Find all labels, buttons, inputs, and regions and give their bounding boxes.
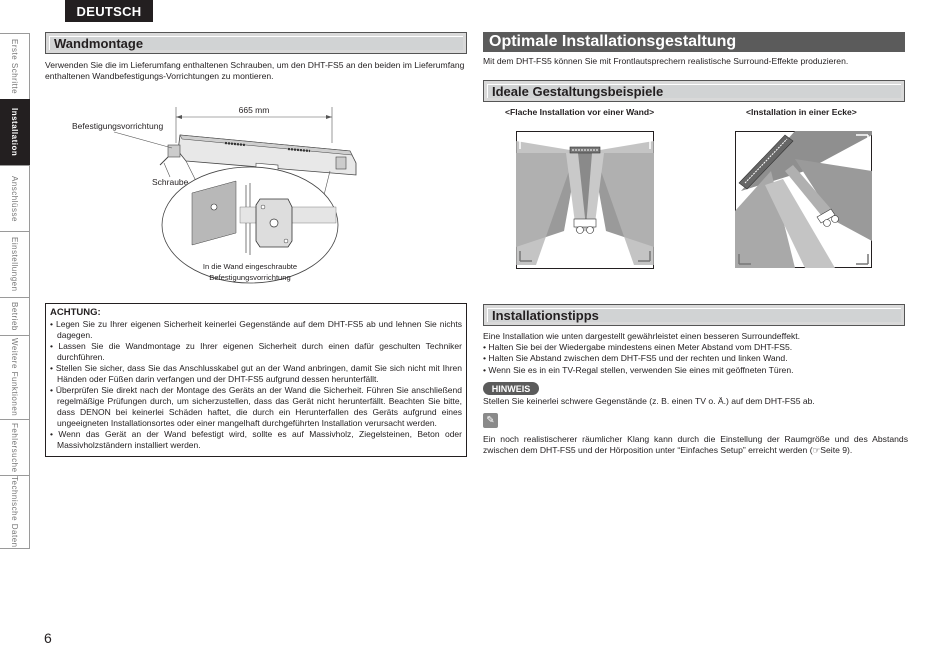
tips-heading: Installationstipps <box>487 308 901 322</box>
caution-box <box>45 303 467 457</box>
side-nav-einstellungen[interactable] <box>0 231 30 297</box>
side-nav-label: Weitere Funktionen <box>10 338 19 417</box>
tips-list <box>483 331 908 376</box>
side-nav-installation[interactable] <box>0 99 30 165</box>
language-tab: DEUTSCH <box>65 0 153 22</box>
flat-installation-diagram <box>516 131 654 269</box>
side-nav-weitere-funktionen[interactable] <box>0 335 30 419</box>
side-nav-label: Fehlersuche <box>10 422 19 473</box>
caption-corner: <Installation in einer Ecke> <box>746 107 857 117</box>
dimension-label: 665 mm <box>238 105 270 115</box>
side-nav-label: Erste Schritte <box>10 38 19 94</box>
tips-line: • Halten Sie bei der Wiedergabe mindestens einen Meter Abstand vom DHT-FS5. <box>483 342 793 353</box>
tips-heading-box <box>483 304 905 326</box>
side-nav-label: Einstellungen <box>10 237 19 292</box>
optimal-intro: Mit dem DHT-FS5 können Sie mit Frontlautsprechern realistische Surround-Effekte produzieren. <box>483 56 849 66</box>
side-nav-erste-schritte[interactable] <box>0 33 30 99</box>
side-nav-anschluesse[interactable] <box>0 165 30 231</box>
wall-mount-heading: Wandmontage <box>49 36 463 50</box>
caution-item: • Legen Sie zu Ihrer eigenen Sicherheit keinerlei Gegenstände auf dem DHT-FS5 ab und lehnen Sie nichts dagegen. <box>50 319 462 340</box>
caution-title: ACHTUNG: <box>50 307 101 318</box>
tips-line: • Wenn Sie es in ein TV-Regal stellen, verwenden Sie eines mit geöffneten Türen. <box>483 364 794 375</box>
hinweis-text: Stellen Sie keinerlei schwere Gegenstände (z. B. einen TV o. Ä.) auf dem DHT-FS5 ab. <box>483 396 815 406</box>
tips-line: Eine Installation wie unten dargestellt gewährleistet einen besseren Surroundeffekt. <box>483 331 801 341</box>
page-number: 6 <box>44 630 52 646</box>
bracket-label: Befestigungsvorrichtung <box>72 121 164 131</box>
caution-item: • Lassen Sie die Wandmontage zu Ihrer eigenen Sicherheit durch einen dafür geschulten Techniker durchführen. <box>50 341 462 362</box>
pencil-note-icon: ✎ <box>483 413 498 428</box>
caution-item: • Überprüfen Sie direkt nach der Montage des Geräts an der Wand die Sicherheit. Führen Sie anschließend regelmäßige Prüfungen durch, um sicherzustellen, dass das Gerät nicht herunterfällt. Beachten Sie bitte, dass DENON bei keinerlei Schäden haftet, die durch ein Herunterfallen des Geräts aufgrund eines ungeeigneten Installationsortes oder einer mangelhaft durchgeführten Installation verursacht werden. <box>50 385 462 428</box>
examples-heading: Ideale Gestaltungsbeispiele <box>487 84 901 98</box>
side-nav-label: Betrieb <box>10 302 19 331</box>
caption-flat: <Flache Installation vor einer Wand> <box>505 107 655 117</box>
side-nav-label: Technische Daten <box>10 476 19 548</box>
side-nav-technische-daten[interactable] <box>0 475 30 549</box>
wall-mount-heading-box <box>45 32 467 54</box>
tips-line: • Halten Sie Abstand zwischen dem DHT-FS5 und der rechten und linken Wand. <box>483 353 788 364</box>
optimal-installation-heading: Optimale Installationsgestaltung <box>483 32 905 52</box>
examples-heading-box <box>483 80 905 102</box>
side-nav-fehlersuche[interactable] <box>0 419 30 475</box>
hinweis-badge: HINWEIS <box>483 382 539 395</box>
wall-mount-illustration <box>60 95 380 290</box>
caution-item: • Wenn das Gerät an der Wand befestigt wird, sollte es auf Massivholz, Ziegelsteinen, Beton oder Massivholzständern installiert werden. <box>50 429 462 450</box>
caution-item: • Stellen Sie sicher, dass Sie das Anschlusskabel gut an der Wand anbringen, damit Sie sich nicht mit Ihren Händen oder Füßen darin verfangen und der DHT-FS5 aufgrund dessen herunterfällt. <box>50 363 462 384</box>
wall-bracket-label-2: Befestigungsvorrichtung <box>209 273 291 282</box>
corner-installation-diagram <box>735 131 872 268</box>
screw-label: Schraube <box>152 177 189 187</box>
side-nav-label: Anschlüsse <box>10 175 19 222</box>
wall-bracket-label-1: In die Wand eingeschraubte <box>202 262 298 271</box>
note-text: Ein noch realistischerer räumlicher Klang kann durch die Einstellung der Raumgröße und des Abstands zwischen dem DHT-FS5 und der Hörposition unter “Einfaches Setup” erreicht werden (☞Seite 9). <box>483 434 908 456</box>
side-nav-betrieb[interactable] <box>0 297 30 335</box>
side-navigation <box>0 33 30 549</box>
wall-mount-intro: Verwenden Sie die im Lieferumfang enthaltenen Schrauben, um den DHT-FS5 an den beiden im Lieferumfang enthaltenen Wandbefestigungs-Vorrichtungen zu montieren. <box>45 60 465 82</box>
side-nav-label: Installation <box>10 108 19 157</box>
